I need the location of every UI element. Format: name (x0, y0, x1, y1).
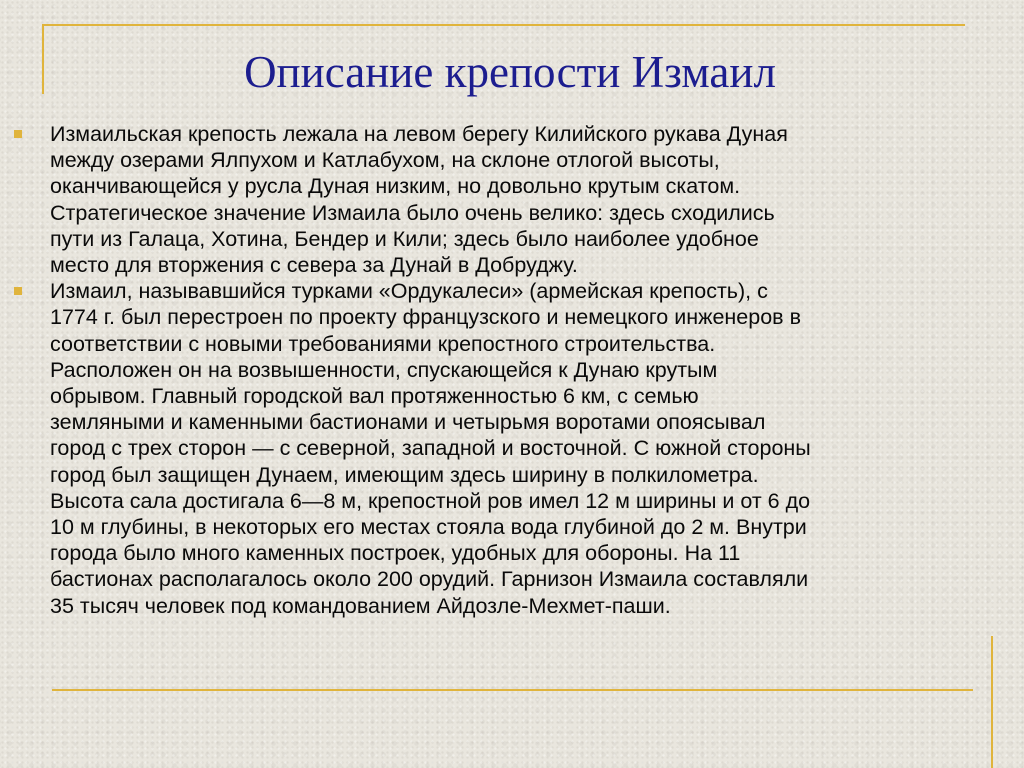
bullet-item-fortifications (14, 278, 1016, 619)
left-gold-rule (42, 24, 44, 94)
top-gold-rule (42, 24, 965, 26)
slide-title: Описание крепости Измаил (244, 47, 776, 97)
bullet-list (14, 121, 1016, 619)
bullet-item-location (14, 121, 1016, 278)
bullet-text: Измаил, называвшийся турками «Ордукалеси» (армейская крепость), с 1774 г. был перестроен по проекту французского и немецкого инженеров в соответствии с новыми требованиями крепостного строительства. Расположен он на возвышенности, спускающейся к Дунаю крутым обрывом. Главный городской вал протяженностью 6 км, с семью земляными и каменными бастионами и четырьмя воротами опоясывал город с трех сторон — с северной, западной и восточной. С южной стороны город был защищен Дунаем, имеющим здесь ширину в полкилометра. Высота сала достигала 6—8 м, крепостной ров имел 12 м ширины и от 6 до 10 м глубины, в некоторых его местах стояла вода глубиной до 2 м. Внутри города было много каменных построек, удобных для обороны. На 11 бастионах располагалось около 200 орудий. Гарнизон Измаила составляли 35 тысяч человек под командованием Айдозле-Мехмет-паши. (50, 279, 811, 618)
right-gold-rule (991, 636, 993, 768)
bottom-gold-rule (52, 689, 973, 691)
square-bullet-icon (14, 287, 22, 295)
square-bullet-icon (14, 130, 22, 138)
bullet-text: Измаильская крепость лежала на левом берегу Килийского рукава Дуная между озерами Ялпухом и Катлабухом, на склоне отлогой высоты, оканчивающейся у русла Дуная низким, но довольно крутым скатом. Стратегическое значение Измаила было очень велико: здесь сходились пути из Галаца, Хотина, Бендер и Кили; здесь было наиболее удобное место для вторжения с севера за Дунай в Добруджу. (50, 122, 788, 278)
